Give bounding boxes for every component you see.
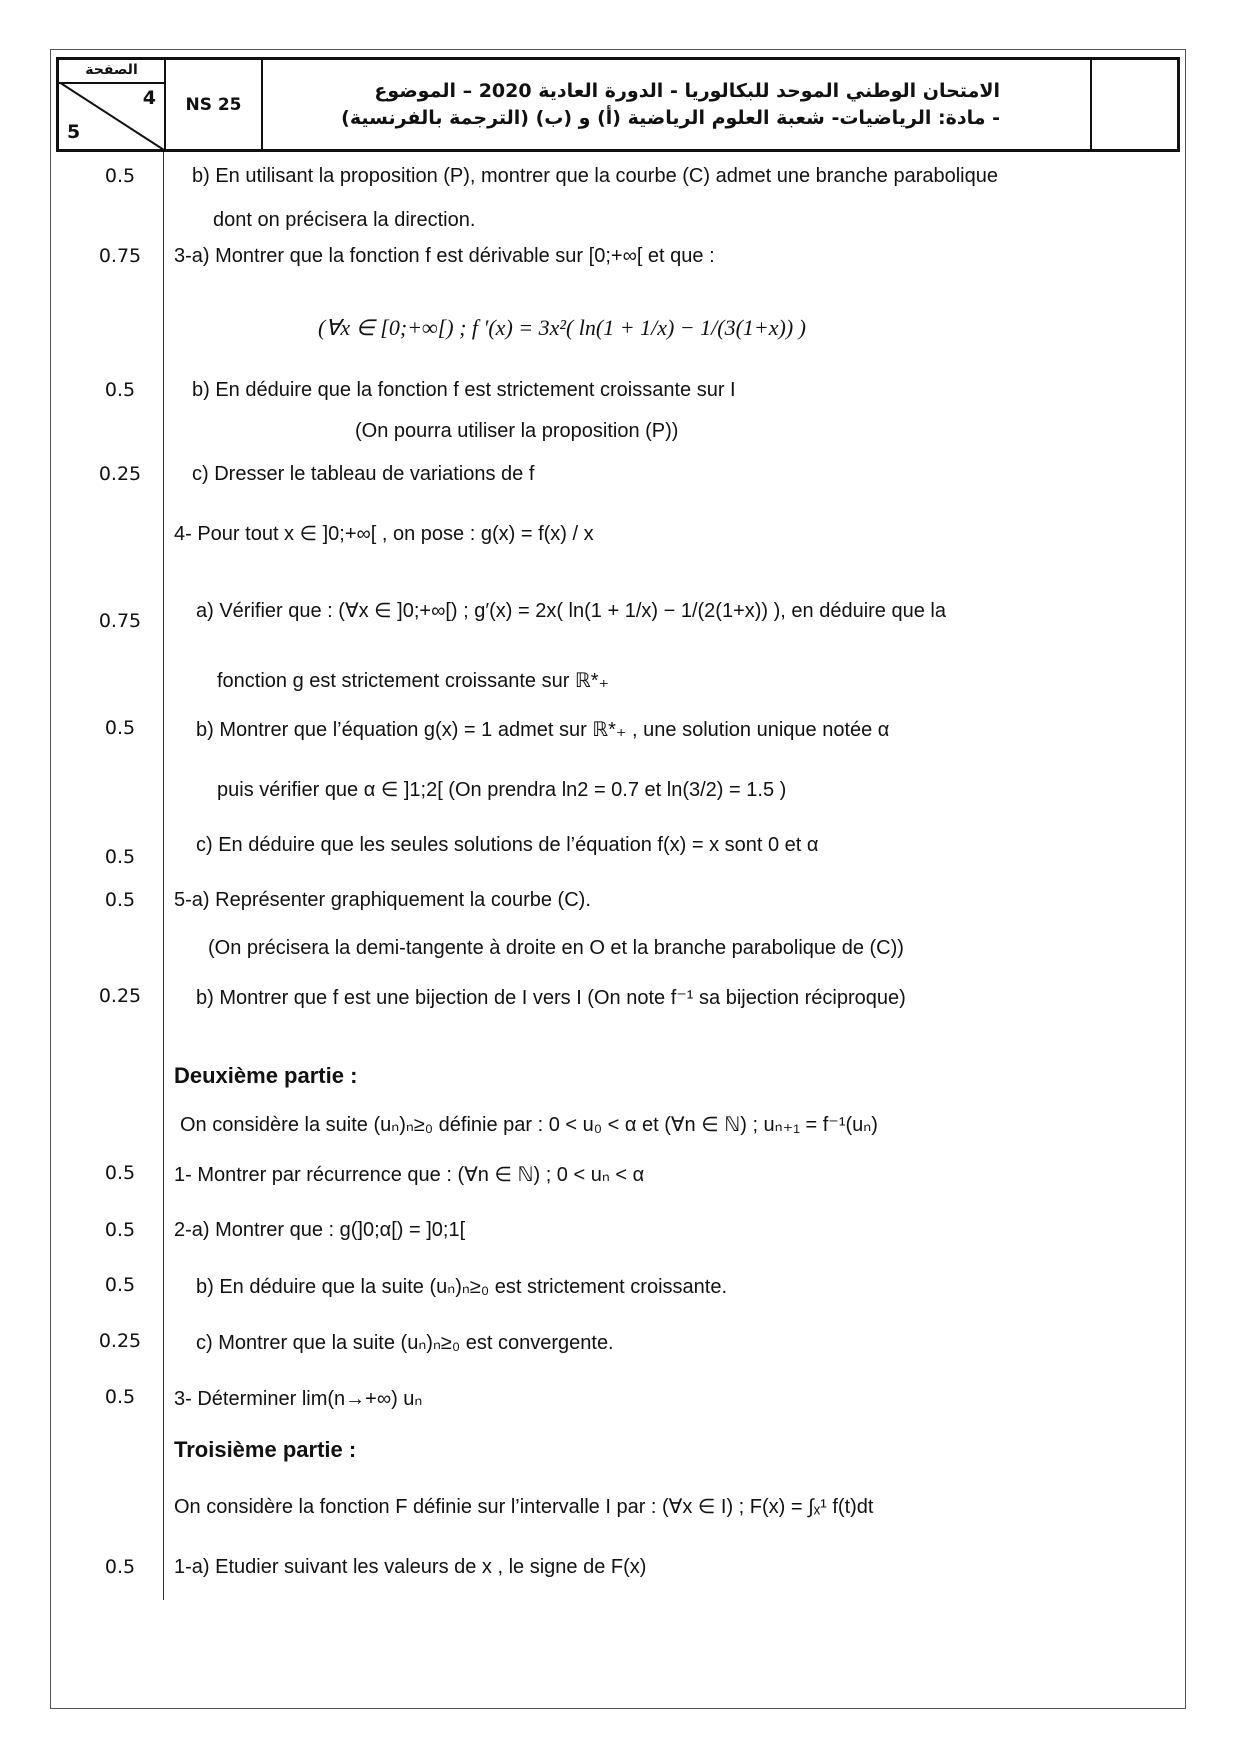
question-text: b) En déduire que la suite (uₙ)ₙ≥₀ est strictement croissante. — [196, 1276, 728, 1298]
points: 0.5 — [104, 1556, 136, 1578]
question-text: 4- Pour tout x ∈ ]0;+∞[ , on pose : g(x) = f(x) / x — [174, 523, 594, 545]
page-total: 5 — [67, 121, 81, 143]
title-line-1: الامتحان الوطني الموحد للبكالوريا - الدورة العادية 2020 – الموضوع — [374, 80, 1000, 102]
question-text: (On pourra utiliser la proposition (P)) — [355, 420, 679, 442]
part-heading: Troisième partie : — [174, 1437, 357, 1462]
points: 0.5 — [104, 1219, 136, 1241]
question-text: On considère la fonction F définie sur l’intervalle I par : (∀x ∈ I) ; F(x) = ∫ₓ¹ f(t)dt — [174, 1496, 874, 1518]
question-text: 2-a) Montrer que : g(]0;α[) = ]0;1[ — [174, 1219, 466, 1241]
page-indicator — [59, 60, 166, 149]
points: 0.5 — [104, 846, 136, 868]
derivative-formula: (∀x ∈ [0;+∞[) ; f ′(x) = 3x²( ln(1 + 1/x) − 1/(3(1+x)) ) — [318, 315, 806, 340]
question-text: c) Dresser le tableau de variations de f — [192, 463, 535, 485]
question-text: On considère la suite (uₙ)ₙ≥₀ définie par : 0 < u₀ < α et (∀n ∈ ℕ) ; uₙ₊₁ = f⁻¹(uₙ) — [180, 1114, 878, 1136]
question-text: b) Montrer que l’équation g(x) = 1 admet sur ℝ*₊ , une solution unique notée α — [196, 719, 890, 741]
exam-header — [56, 57, 1180, 152]
question-text: 5-a) Représenter graphiquement la courbe (C). — [174, 889, 591, 911]
question-text: c) Montrer que la suite (uₙ)ₙ≥₀ est convergente. — [196, 1332, 614, 1354]
header-empty-cell — [1092, 60, 1177, 149]
part-heading: Deuxième partie : — [174, 1063, 358, 1088]
question-text: 3-a) Montrer que la fonction f est dérivable sur [0;+∞[ et que : — [174, 245, 715, 267]
points: 0.5 — [104, 1162, 136, 1184]
question-text: a) Vérifier que : (∀x ∈ ]0;+∞[) ; g′(x) = 2x( ln(1 + 1/x) − 1/(2(1+x)) ), en déduire que la — [196, 600, 946, 622]
exam-title — [263, 60, 1092, 149]
points-column-divider — [163, 152, 164, 1600]
question-text: (On précisera la demi-tangente à droite en O et la branche parabolique de (C)) — [208, 937, 904, 959]
points: 0.5 — [104, 1274, 136, 1296]
points: 0.25 — [98, 985, 142, 1007]
points: 0.5 — [104, 1386, 136, 1408]
question-text: puis vérifier que α ∈ ]1;2[ (On prendra ln2 = 0.7 et ln(3/2) = 1.5 ) — [217, 779, 787, 801]
question-text: c) En déduire que les seules solutions de l’équation f(x) = x sont 0 et α — [196, 834, 819, 856]
points: 0.25 — [98, 1330, 142, 1352]
question-text: fonction g est strictement croissante sur ℝ*₊ — [217, 670, 610, 692]
points: 0.5 — [104, 889, 136, 911]
question-text: 1-a) Etudier suivant les valeurs de x , le signe de F(x) — [174, 1556, 647, 1578]
question-text: 3- Déterminer lim(n→+∞) uₙ — [174, 1388, 423, 1410]
points: 0.5 — [104, 717, 136, 739]
page-number: 4 — [142, 87, 156, 109]
points: 0.5 — [104, 379, 136, 401]
question-text: 1- Montrer par récurrence que : (∀n ∈ ℕ) ; 0 < uₙ < α — [174, 1164, 645, 1186]
question-text: b) En déduire que la fonction f est strictement croissante sur I — [192, 379, 736, 401]
exam-code: NS 25 — [166, 60, 263, 149]
page-label: الصفحة — [59, 62, 164, 84]
points: 0.5 — [104, 165, 136, 187]
points: 0.75 — [98, 245, 142, 267]
question-text: b) Montrer que f est une bijection de I vers I (On note f⁻¹ sa bijection réciproque) — [196, 987, 906, 1009]
question-text: b) En utilisant la proposition (P), montrer que la courbe (C) admet une branche parabolique — [192, 165, 998, 187]
points: 0.75 — [98, 610, 142, 632]
title-line-2: - مادة: الرياضيات- شعبة العلوم الرياضية (أ) و (ب) (الترجمة بالفرنسية) — [341, 107, 1000, 129]
points: 0.25 — [98, 463, 142, 485]
question-text: dont on précisera la direction. — [213, 209, 476, 231]
